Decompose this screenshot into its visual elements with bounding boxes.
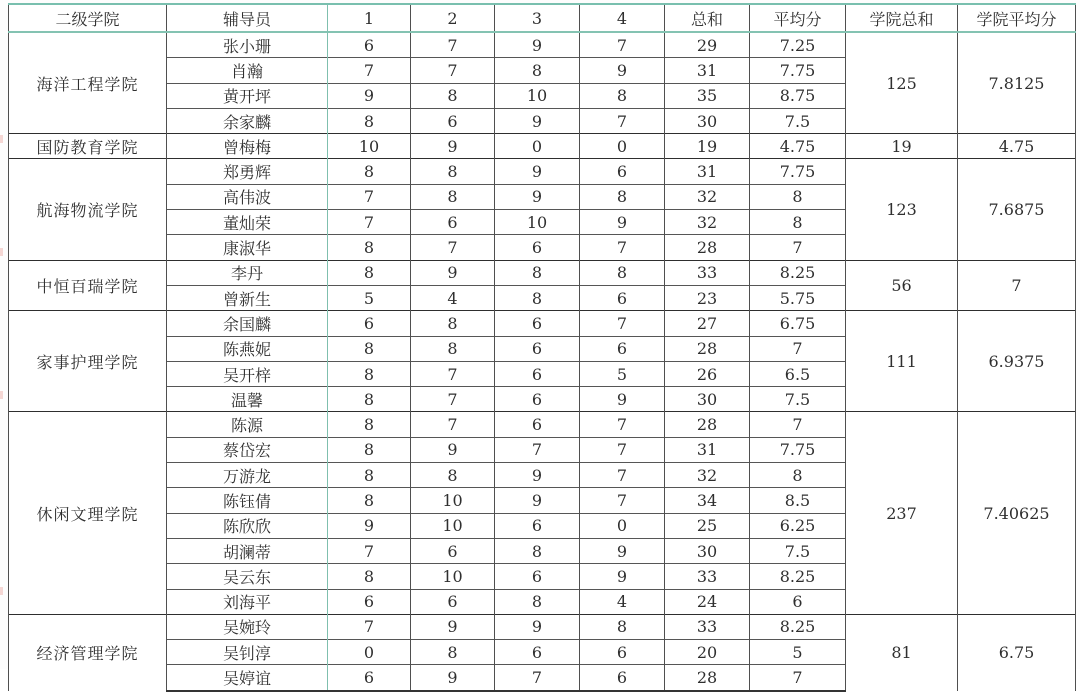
score-cell-4: 6 [580, 285, 665, 310]
counselor-name-cell: 高伟波 [167, 184, 328, 209]
average-cell: 7.25 [750, 32, 846, 58]
average-cell: 6 [750, 589, 846, 614]
column-header-8: 学院总和 [846, 4, 958, 32]
sum-cell: 33 [665, 564, 750, 589]
counselor-score-table [8, 3, 1076, 692]
average-cell: 8 [750, 184, 846, 209]
header-row [9, 4, 1076, 32]
sum-cell: 31 [665, 437, 750, 462]
counselor-name-cell: 万游龙 [167, 463, 328, 488]
sum-cell: 30 [665, 387, 750, 412]
score-cell-2: 7 [411, 361, 495, 386]
column-header-5: 4 [580, 4, 665, 32]
score-cell-4: 6 [580, 665, 665, 691]
college-average-cell: 7.40625 [958, 412, 1076, 614]
score-cell-1: 8 [328, 235, 411, 260]
counselor-name-cell: 余国麟 [167, 311, 328, 336]
score-cell-3: 7 [495, 665, 580, 691]
counselor-name-cell: 曾梅梅 [167, 134, 328, 159]
score-cell-2: 10 [411, 564, 495, 589]
sum-cell: 32 [665, 184, 750, 209]
score-cell-1: 7 [328, 184, 411, 209]
counselor-name-cell: 张小珊 [167, 32, 328, 58]
counselor-row [9, 32, 1076, 58]
average-cell: 7.75 [750, 159, 846, 184]
sum-cell: 33 [665, 614, 750, 639]
college-average-cell: 7.6875 [958, 159, 1076, 260]
counselor-name-cell: 吴婉玲 [167, 614, 328, 639]
sum-cell: 33 [665, 260, 750, 285]
counselor-name-cell: 黄开坪 [167, 83, 328, 108]
score-cell-1: 7 [328, 538, 411, 563]
counselor-row [9, 614, 1076, 639]
score-cell-1: 6 [328, 665, 411, 691]
score-cell-4: 4 [580, 589, 665, 614]
score-cell-1: 6 [328, 32, 411, 58]
sum-cell: 28 [665, 412, 750, 437]
score-cell-1: 8 [328, 463, 411, 488]
counselor-name-cell: 吴开梓 [167, 361, 328, 386]
score-cell-2: 8 [411, 640, 495, 665]
sum-cell: 31 [665, 58, 750, 83]
score-cell-3: 7 [495, 437, 580, 462]
score-cell-4: 6 [580, 640, 665, 665]
score-cell-4: 9 [580, 210, 665, 235]
score-cell-2: 9 [411, 614, 495, 639]
sum-cell: 30 [665, 108, 750, 133]
score-cell-3: 9 [495, 614, 580, 639]
score-cell-2: 6 [411, 210, 495, 235]
score-cell-4: 9 [580, 58, 665, 83]
college-average-cell: 4.75 [958, 134, 1076, 159]
average-cell: 5 [750, 640, 846, 665]
counselor-name-cell: 吴云东 [167, 564, 328, 589]
average-cell: 6.5 [750, 361, 846, 386]
score-cell-4: 7 [580, 463, 665, 488]
score-cell-3: 8 [495, 58, 580, 83]
sum-cell: 30 [665, 538, 750, 563]
left-margin-artifact [0, 248, 3, 256]
counselor-row [9, 159, 1076, 184]
column-header-0: 二级学院 [9, 4, 167, 32]
sum-cell: 35 [665, 83, 750, 108]
score-cell-3: 10 [495, 83, 580, 108]
college-name-cell: 航海物流学院 [9, 159, 167, 260]
counselor-name-cell: 陈钰倩 [167, 488, 328, 513]
college-name-cell: 家事护理学院 [9, 311, 167, 412]
score-cell-3: 6 [495, 235, 580, 260]
counselor-name-cell: 吴婷谊 [167, 665, 328, 691]
sum-cell: 26 [665, 361, 750, 386]
counselor-row [9, 311, 1076, 336]
college-total-cell: 123 [846, 159, 958, 260]
counselor-name-cell: 肖瀚 [167, 58, 328, 83]
score-cell-2: 8 [411, 184, 495, 209]
college-average-cell: 7.8125 [958, 32, 1076, 134]
score-cell-2: 6 [411, 538, 495, 563]
score-cell-4: 0 [580, 134, 665, 159]
score-cell-3: 9 [495, 463, 580, 488]
college-total-cell: 56 [846, 260, 958, 311]
sum-cell: 34 [665, 488, 750, 513]
score-cell-1: 8 [328, 437, 411, 462]
score-cell-3: 9 [495, 159, 580, 184]
sum-cell: 28 [665, 665, 750, 691]
score-cell-4: 7 [580, 412, 665, 437]
score-cell-3: 6 [495, 311, 580, 336]
score-cell-2: 9 [411, 665, 495, 691]
score-cell-2: 4 [411, 285, 495, 310]
score-cell-2: 10 [411, 488, 495, 513]
average-cell: 7.5 [750, 108, 846, 133]
average-cell: 8.25 [750, 614, 846, 639]
average-cell: 8 [750, 463, 846, 488]
counselor-name-cell: 陈燕妮 [167, 336, 328, 361]
counselor-name-cell: 李丹 [167, 260, 328, 285]
score-cell-3: 0 [495, 134, 580, 159]
score-cell-1: 5 [328, 285, 411, 310]
counselor-name-cell: 曾新生 [167, 285, 328, 310]
average-cell: 7.75 [750, 437, 846, 462]
score-cell-3: 6 [495, 336, 580, 361]
score-cell-1: 8 [328, 336, 411, 361]
sum-cell: 23 [665, 285, 750, 310]
average-cell: 7 [750, 336, 846, 361]
counselor-name-cell: 郑勇辉 [167, 159, 328, 184]
score-cell-1: 8 [328, 387, 411, 412]
score-cell-4: 5 [580, 361, 665, 386]
left-margin-artifact [0, 587, 3, 595]
average-cell: 7.75 [750, 58, 846, 83]
score-cell-4: 7 [580, 235, 665, 260]
college-name-cell: 国防教育学院 [9, 134, 167, 159]
score-cell-3: 8 [495, 538, 580, 563]
average-cell: 6.25 [750, 513, 846, 538]
average-cell: 8.75 [750, 83, 846, 108]
score-cell-3: 8 [495, 589, 580, 614]
column-header-6: 总和 [665, 4, 750, 32]
counselor-name-cell: 陈欣欣 [167, 513, 328, 538]
score-cell-3: 6 [495, 640, 580, 665]
college-total-cell: 237 [846, 412, 958, 614]
score-cell-2: 7 [411, 58, 495, 83]
score-cell-2: 8 [411, 336, 495, 361]
sum-cell: 20 [665, 640, 750, 665]
score-cell-3: 6 [495, 513, 580, 538]
score-cell-4: 9 [580, 564, 665, 589]
score-cell-3: 6 [495, 564, 580, 589]
college-total-cell: 19 [846, 134, 958, 159]
score-cell-1: 8 [328, 260, 411, 285]
score-cell-1: 8 [328, 361, 411, 386]
score-cell-1: 0 [328, 640, 411, 665]
column-header-4: 3 [495, 4, 580, 32]
score-cell-1: 8 [328, 488, 411, 513]
sum-cell: 24 [665, 589, 750, 614]
score-cell-4: 9 [580, 538, 665, 563]
score-cell-1: 10 [328, 134, 411, 159]
score-cell-3: 8 [495, 285, 580, 310]
score-cell-3: 10 [495, 210, 580, 235]
college-total-cell: 81 [846, 614, 958, 690]
average-cell: 7.5 [750, 538, 846, 563]
sum-cell: 32 [665, 210, 750, 235]
score-cell-2: 8 [411, 311, 495, 336]
score-cell-4: 8 [580, 614, 665, 639]
sum-cell: 31 [665, 159, 750, 184]
college-total-cell: 111 [846, 311, 958, 412]
score-cell-3: 6 [495, 361, 580, 386]
column-header-9: 学院平均分 [958, 4, 1076, 32]
score-cell-2: 6 [411, 589, 495, 614]
column-header-3: 2 [411, 4, 495, 32]
average-cell: 4.75 [750, 134, 846, 159]
score-cell-3: 9 [495, 108, 580, 133]
average-cell: 8.25 [750, 260, 846, 285]
average-cell: 8.5 [750, 488, 846, 513]
average-cell: 7 [750, 235, 846, 260]
score-cell-1: 7 [328, 614, 411, 639]
average-cell: 7 [750, 665, 846, 691]
score-cell-3: 6 [495, 387, 580, 412]
counselor-name-cell: 余家麟 [167, 108, 328, 133]
score-cell-1: 8 [328, 108, 411, 133]
college-average-cell: 7 [958, 260, 1076, 311]
left-margin-artifact [0, 391, 3, 399]
score-cell-2: 7 [411, 235, 495, 260]
score-cell-4: 6 [580, 336, 665, 361]
score-cell-3: 9 [495, 32, 580, 58]
column-header-7: 平均分 [750, 4, 846, 32]
counselor-name-cell: 陈源 [167, 412, 328, 437]
counselor-name-cell: 胡澜蒂 [167, 538, 328, 563]
average-cell: 5.75 [750, 285, 846, 310]
score-cell-2: 9 [411, 260, 495, 285]
score-cell-4: 7 [580, 488, 665, 513]
score-cell-2: 8 [411, 159, 495, 184]
score-cell-1: 7 [328, 210, 411, 235]
score-cell-4: 0 [580, 513, 665, 538]
sum-cell: 25 [665, 513, 750, 538]
score-cell-4: 6 [580, 159, 665, 184]
score-cell-2: 9 [411, 437, 495, 462]
average-cell: 8 [750, 210, 846, 235]
college-average-cell: 6.75 [958, 614, 1076, 690]
score-cell-3: 8 [495, 260, 580, 285]
sum-cell: 32 [665, 463, 750, 488]
college-average-cell: 6.9375 [958, 311, 1076, 412]
score-cell-1: 9 [328, 83, 411, 108]
left-margin-artifact [0, 135, 3, 143]
score-cell-4: 7 [580, 32, 665, 58]
sum-cell: 28 [665, 235, 750, 260]
sum-cell: 28 [665, 336, 750, 361]
sum-cell: 29 [665, 32, 750, 58]
table-header [9, 4, 1076, 32]
college-total-cell: 125 [846, 32, 958, 134]
score-cell-1: 8 [328, 412, 411, 437]
counselor-row [9, 134, 1076, 159]
counselor-name-cell: 蔡岱宏 [167, 437, 328, 462]
sum-cell: 19 [665, 134, 750, 159]
score-cell-2: 6 [411, 108, 495, 133]
table-body [9, 32, 1076, 691]
score-cell-4: 8 [580, 83, 665, 108]
score-cell-1: 8 [328, 159, 411, 184]
score-cell-1: 9 [328, 513, 411, 538]
score-cell-1: 7 [328, 58, 411, 83]
score-cell-2: 8 [411, 83, 495, 108]
score-cell-2: 7 [411, 412, 495, 437]
average-cell: 7 [750, 412, 846, 437]
counselor-row [9, 412, 1076, 437]
score-cell-2: 10 [411, 513, 495, 538]
college-name-cell: 海洋工程学院 [9, 32, 167, 134]
score-cell-4: 7 [580, 311, 665, 336]
score-cell-3: 6 [495, 412, 580, 437]
score-cell-4: 8 [580, 184, 665, 209]
score-cell-4: 7 [580, 437, 665, 462]
column-header-1: 辅导员 [167, 4, 328, 32]
score-cell-3: 9 [495, 488, 580, 513]
average-cell: 6.75 [750, 311, 846, 336]
college-name-cell: 中恒百瑞学院 [9, 260, 167, 311]
college-name-cell: 经济管理学院 [9, 614, 167, 690]
average-cell: 7.5 [750, 387, 846, 412]
score-cell-1: 6 [328, 311, 411, 336]
score-cell-4: 9 [580, 387, 665, 412]
score-cell-4: 7 [580, 108, 665, 133]
sum-cell: 27 [665, 311, 750, 336]
score-cell-2: 9 [411, 134, 495, 159]
score-cell-4: 8 [580, 260, 665, 285]
score-cell-1: 6 [328, 589, 411, 614]
counselor-name-cell: 董灿荣 [167, 210, 328, 235]
average-cell: 8.25 [750, 564, 846, 589]
counselor-row [9, 260, 1076, 285]
score-cell-2: 7 [411, 32, 495, 58]
score-cell-1: 8 [328, 564, 411, 589]
column-header-2: 1 [328, 4, 411, 32]
counselor-name-cell: 康淑华 [167, 235, 328, 260]
score-cell-2: 8 [411, 463, 495, 488]
score-cell-2: 7 [411, 387, 495, 412]
counselor-name-cell: 温馨 [167, 387, 328, 412]
college-name-cell: 休闲文理学院 [9, 412, 167, 614]
counselor-name-cell: 刘海平 [167, 589, 328, 614]
score-cell-3: 9 [495, 184, 580, 209]
counselor-name-cell: 吴钊淳 [167, 640, 328, 665]
